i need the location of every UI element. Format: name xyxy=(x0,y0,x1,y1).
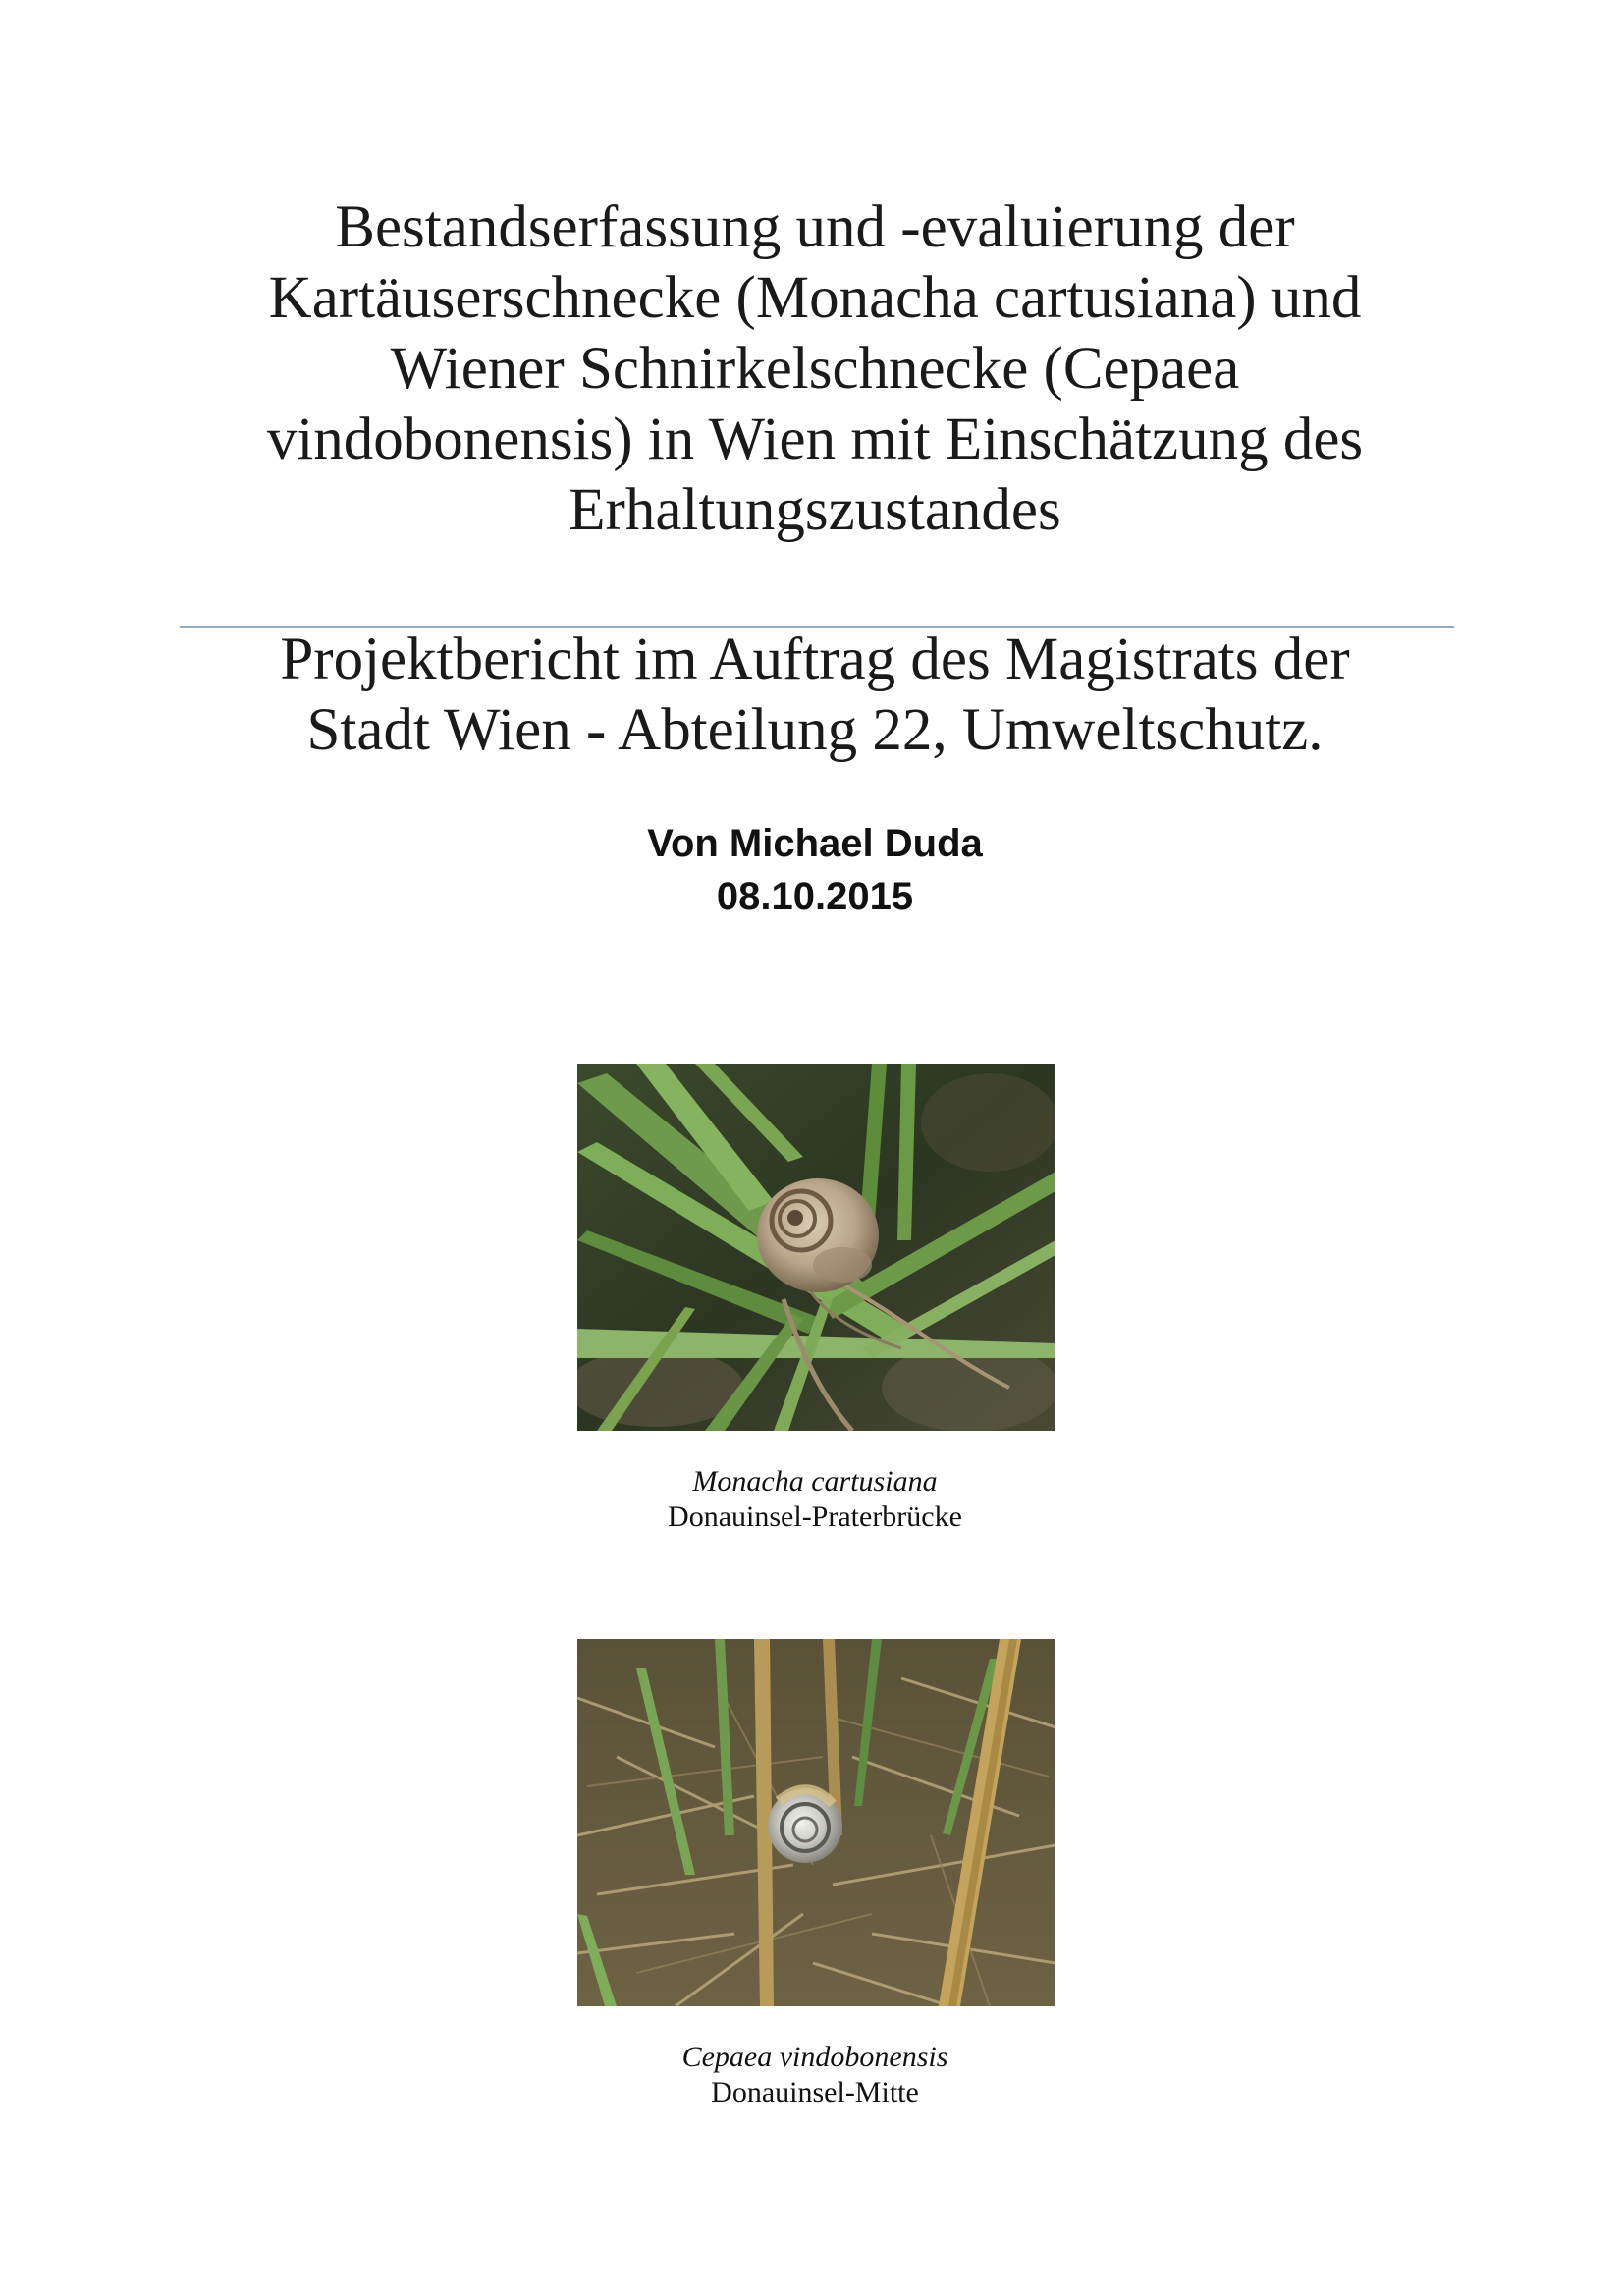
snail-photo-green-grass xyxy=(577,1064,1055,1431)
caption-species: Monacha cartusiana xyxy=(692,1465,938,1498)
title-line: Bestandserfassung und -evaluierung der xyxy=(335,194,1295,260)
figure-caption-cepaea xyxy=(520,2040,1109,2110)
subtitle-line: Stadt Wien - Abteilung 22, Umweltschutz. xyxy=(306,697,1324,763)
figure-photo-cepaea xyxy=(577,1639,1055,2006)
snail-photo-dry-grass xyxy=(577,1639,1055,2006)
figure-caption-monacha xyxy=(520,1464,1109,1535)
caption-species: Cepaea vindobonensis xyxy=(681,2041,948,2073)
author-line: Von Michael Duda xyxy=(647,822,983,865)
caption-location: Donauinsel-Mitte xyxy=(711,2076,919,2108)
title-line: vindobonensis) in Wien mit Einschätzung des xyxy=(266,407,1364,472)
title-line: Wiener Schnirkelschnecke (Cepaea xyxy=(390,336,1240,402)
document-subtitle xyxy=(177,625,1453,766)
caption-location: Donauinsel-Praterbrücke xyxy=(668,1501,962,1533)
document-title xyxy=(177,192,1453,546)
title-line: Erhaltungszustandes xyxy=(568,477,1061,543)
figure-photo-monacha xyxy=(577,1064,1055,1431)
subtitle-line: Projektbericht im Auftrag des Magistrats der xyxy=(280,627,1350,692)
title-line: Kartäuserschnecke (Monacha cartusiana) und xyxy=(268,265,1362,331)
report-date: 08.10.2015 xyxy=(716,875,914,918)
